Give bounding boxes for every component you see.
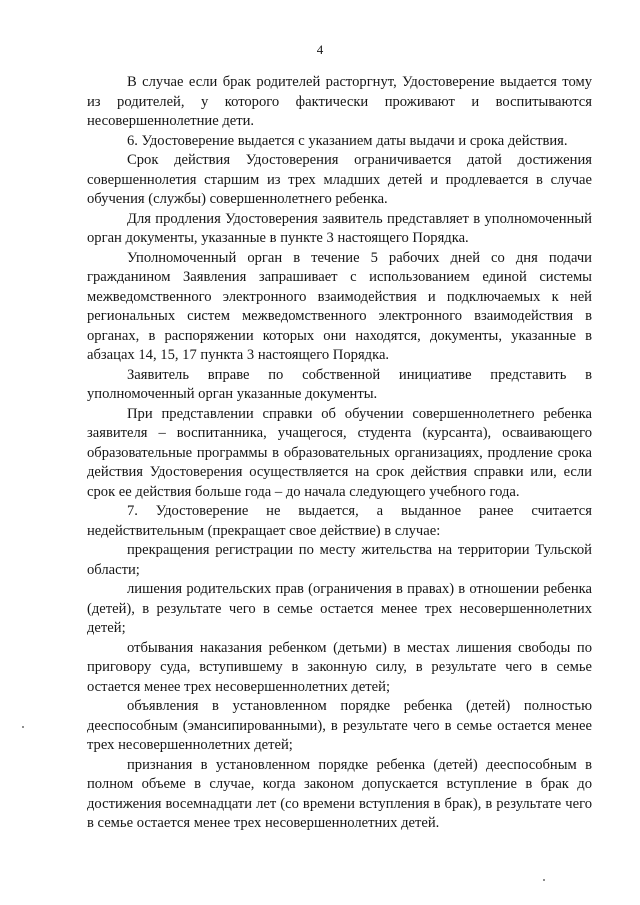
page-number: 4 <box>316 42 324 57</box>
paragraph-emancipation: объявления в установленном порядке ребенка (детей) полностью дееспособным (эмансипированными), в результате чего в семье остается менее трех несовершеннолетних детей; <box>87 698 592 753</box>
paragraph-extension: Для продления Удостоверения заявитель представляет в уполномоченный орган документы, указанные в пункте 3 настоящего Порядка. <box>87 210 592 246</box>
paragraph-divorce: В случае если брак родителей расторгнут, Удостоверение выдается тому из родителей, у которого фактически проживают и воспитываются несовершеннолетние дети. <box>87 74 592 129</box>
paragraph-study-certificate: При представлении справки об обучении совершеннолетнего ребенка заявителя – воспитанника, учащегося, студента (курсанта), осваивающего образовательные программы в образовательных организациях, продление срока действия Удостоверения осуществляется на срок действия справки или, если срок ее действия больше года – до начала следующего учебного года. <box>87 405 592 500</box>
paragraph-interagency-request: Уполномоченный орган в течение 5 рабочих дней со дня подачи гражданином Заявления запрашивает с использованием единой системы межведомственного электронного взаимодействия и подключаемых к ней региональных систем межведомственного электронного взаимодействия в органах, в распоряжении которых они находятся, документы, указанные в абзацах 14, 15, 17 пункта 3 настоящего Порядка. <box>87 249 592 363</box>
document-body <box>87 73 592 834</box>
paragraph-item-7: 7. Удостоверение не выдается, а выданное ранее считается недействительным (прекращает свое действие) в случае: <box>87 503 592 539</box>
paragraph-imprisonment: отбывания наказания ребенком (детьми) в местах лишения свободы по приговору суда, вступившему в законную силу, в результате чего в семье остается менее трех несовершеннолетних детей; <box>87 639 592 695</box>
paragraph-own-initiative: Заявитель вправе по собственной инициативе представить в уполномоченный орган указанные документы. <box>87 366 592 402</box>
paragraph-registration-termination: прекращения регистрации по месту жительства на территории Тульской области; <box>87 542 592 578</box>
paragraph-parental-rights: лишения родительских прав (ограничения в правах) в отношении ребенка (детей), в результате чего в семье остается менее трех несовершеннолетних детей; <box>87 581 592 636</box>
paragraph-validity-period: Срок действия Удостоверения ограничивается датой достижения совершеннолетия старшим из трех младших детей и продлевается в случае обучения (службы) совершеннолетнего ребенка. <box>87 152 592 207</box>
scan-speck <box>22 726 24 728</box>
paragraph-early-marriage: признания в установленном порядке ребенка (детей) дееспособным в полном объеме в случае, когда законом допускается вступление в брак до достижения восемнадцати лет (со времени вступления в брак), в результате чего в семье остается менее трех несовершеннолетних детей. <box>87 756 592 831</box>
paragraph-item-6: 6. Удостоверение выдается с указанием даты выдачи и срока действия. <box>127 132 568 149</box>
scan-speck <box>543 879 545 881</box>
